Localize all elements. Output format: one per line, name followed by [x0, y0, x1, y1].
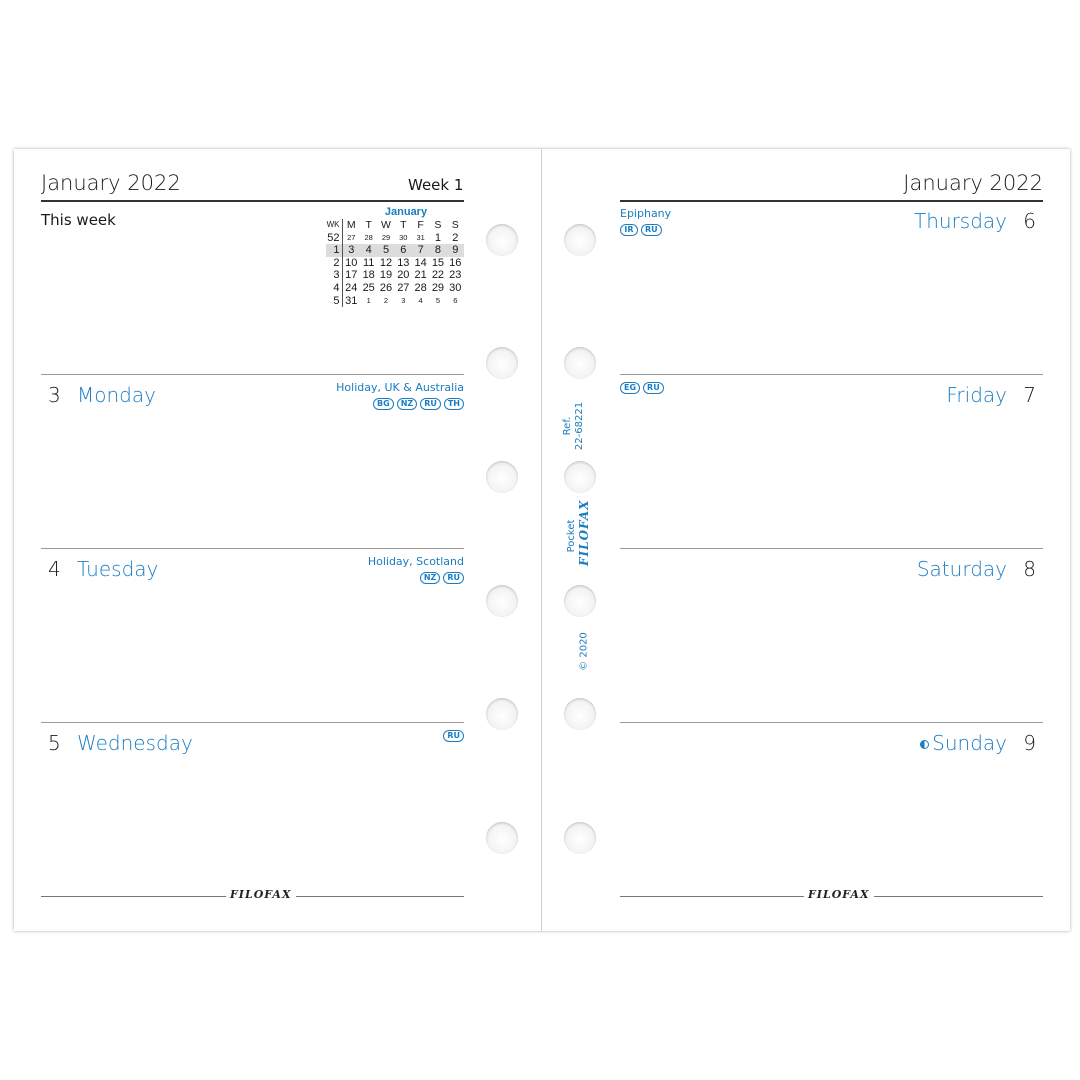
week-number: 52 — [326, 232, 342, 245]
day-name-saturday: Saturday — [916, 557, 1007, 581]
header-rule — [620, 200, 1043, 202]
day-number-monday: 3 — [48, 383, 61, 407]
mini-calendar-day: 29 — [381, 232, 391, 242]
mini-calendar-day: 4 — [360, 244, 377, 257]
brand-logo: FILOFAX — [577, 499, 591, 566]
mini-calendar-header: T — [400, 219, 407, 231]
filofax-logo: FILOFAX — [804, 888, 874, 901]
country-codes — [373, 398, 464, 410]
day-number-thursday: 6 — [1023, 209, 1036, 233]
mini-calendar-row — [326, 269, 464, 282]
mini-calendar-day: 31 — [345, 294, 358, 307]
mini-calendar-day: 14 — [414, 256, 427, 269]
punch-hole — [486, 585, 518, 617]
day-number-sunday: 9 — [1023, 731, 1036, 755]
page-title: January 2022 — [41, 171, 181, 195]
ref-label: Ref. — [562, 416, 573, 436]
day-name-tuesday: Tuesday — [77, 557, 159, 581]
mini-calendar-day: 18 — [362, 269, 375, 282]
country-code-badge: RU — [420, 398, 441, 410]
day-name-sunday: Sunday — [932, 731, 1007, 755]
mini-calendar-day: 29 — [431, 281, 445, 294]
mini-calendar-row — [326, 295, 464, 308]
mini-calendar-header-row — [326, 219, 464, 232]
mini-calendar-day: 6 — [395, 244, 412, 257]
mini-calendar-row — [326, 282, 464, 295]
mini-calendar-day: 30 — [449, 281, 462, 294]
mini-calendar-day: 21 — [414, 269, 427, 282]
mini-calendar-day: 3 — [401, 295, 406, 305]
country-code-badge: RU — [443, 572, 464, 584]
mini-calendar-header: W — [381, 219, 391, 231]
day-divider — [620, 722, 1043, 723]
punch-hole — [486, 822, 518, 854]
day-number-wednesday: 5 — [48, 731, 61, 755]
mini-calendar-header: M — [346, 219, 356, 231]
day-divider — [41, 722, 464, 723]
punch-hole — [564, 585, 596, 617]
country-codes — [620, 382, 664, 394]
week-number: 2 — [326, 257, 342, 270]
mini-calendar-day: 22 — [431, 269, 445, 282]
copyright: © 2020 — [578, 632, 590, 671]
mini-calendar-day: 1 — [434, 231, 441, 244]
country-codes — [620, 224, 662, 236]
mini-calendar-day: 25 — [362, 281, 375, 294]
mini-calendar-day: 20 — [397, 269, 410, 282]
punch-hole — [564, 822, 596, 854]
week-label: Week 1 — [408, 176, 464, 194]
size-label: Pocket — [566, 519, 577, 553]
mini-calendar-row-current-week — [326, 244, 464, 257]
header-rule — [41, 200, 464, 202]
diary-spread — [14, 149, 1070, 931]
country-code-badge: TH — [444, 398, 464, 410]
country-code-badge: NZ — [397, 398, 418, 410]
day-number-saturday: 8 — [1023, 557, 1036, 581]
day-name-friday: Friday — [946, 383, 1007, 407]
left-page — [14, 149, 541, 931]
day-divider — [41, 548, 464, 549]
mini-calendar-header: S — [434, 219, 442, 231]
mini-calendar-day: 15 — [431, 256, 445, 269]
mini-calendar-header: F — [417, 219, 424, 231]
country-code-badge: IR — [620, 224, 638, 236]
week-number: 5 — [326, 295, 342, 308]
holiday-label: Holiday, UK & Australia — [336, 381, 464, 394]
mini-calendar-day: 13 — [397, 256, 410, 269]
punch-hole — [564, 698, 596, 730]
mini-calendar-day: 1 — [366, 295, 371, 305]
mini-calendar-day: 8 — [429, 244, 446, 257]
country-code-badge: RU — [641, 224, 662, 236]
punch-hole — [564, 347, 596, 379]
mini-calendar-day: 2 — [452, 231, 459, 244]
mini-calendar-row — [326, 232, 464, 245]
mini-calendar-day: 17 — [345, 269, 358, 282]
day-divider — [620, 548, 1043, 549]
mini-calendar-day: 28 — [364, 232, 373, 242]
mini-calendar-month: January — [384, 206, 428, 218]
mini-calendar-day: 10 — [345, 256, 358, 269]
holiday-label: Holiday, Scotland — [367, 555, 464, 568]
punch-hole — [486, 347, 518, 379]
mini-calendar-header: S — [451, 219, 459, 231]
filofax-logo: FILOFAX — [226, 888, 296, 901]
mini-calendar-day: 19 — [379, 269, 393, 282]
punch-hole — [486, 224, 518, 256]
mini-calendar-day: 12 — [379, 256, 393, 269]
mini-calendar-day: 7 — [412, 244, 429, 257]
mini-calendar-day: 16 — [449, 256, 462, 269]
mini-calendar-day: 11 — [362, 256, 375, 269]
mini-calendar-day: 2 — [383, 295, 389, 305]
day-name-thursday: Thursday — [914, 209, 1007, 233]
punch-hole — [564, 224, 596, 256]
mini-calendar — [326, 206, 464, 307]
mini-calendar-day: 27 — [347, 232, 356, 242]
mini-calendar-day: 27 — [397, 281, 410, 294]
week-number: 4 — [326, 282, 342, 295]
right-page — [542, 149, 1070, 931]
ref-code: 22-68221 — [574, 401, 585, 451]
country-code-badge: EG — [620, 382, 640, 394]
country-codes — [420, 572, 464, 584]
country-codes — [443, 730, 464, 742]
size-brand-block — [565, 499, 591, 566]
day-divider — [41, 374, 464, 375]
country-code-badge: RU — [443, 730, 464, 742]
mini-calendar-day: 4 — [418, 295, 423, 305]
ref-label-block — [562, 396, 586, 456]
mini-calendar-header: WK — [326, 219, 342, 232]
this-week-label: This week — [41, 211, 116, 229]
mini-calendar-day: 28 — [414, 281, 427, 294]
mini-calendar-day: 30 — [399, 232, 408, 242]
mini-calendar-day: 6 — [453, 295, 458, 305]
week-number: 3 — [326, 269, 342, 282]
mini-calendar-day: 3 — [342, 244, 360, 257]
punch-hole — [486, 461, 518, 493]
punch-hole — [486, 698, 518, 730]
mini-calendar-header: T — [365, 219, 372, 231]
day-number-friday: 7 — [1023, 383, 1036, 407]
mini-calendar-day: 26 — [379, 281, 393, 294]
country-code-badge: NZ — [420, 572, 441, 584]
day-divider — [620, 374, 1043, 375]
mini-calendar-day: 5 — [377, 244, 394, 257]
country-code-badge: RU — [643, 382, 664, 394]
country-code-badge: BG — [373, 398, 394, 410]
day-number-tuesday: 4 — [48, 557, 61, 581]
holiday-label: Epiphany — [620, 207, 672, 220]
day-name-wednesday: Wednesday — [77, 731, 193, 755]
week-number: 1 — [326, 244, 342, 257]
first-quarter-moon-icon — [920, 740, 929, 749]
punch-hole — [564, 461, 596, 493]
mini-calendar-day: 9 — [447, 244, 464, 257]
mini-calendar-day: 24 — [345, 281, 358, 294]
mini-calendar-day: 23 — [449, 269, 462, 282]
mini-calendar-day: 31 — [416, 232, 425, 242]
mini-calendar-day: 5 — [435, 295, 441, 305]
page-title: January 2022 — [903, 171, 1043, 195]
mini-calendar-row — [326, 257, 464, 270]
day-name-monday: Monday — [77, 383, 156, 407]
